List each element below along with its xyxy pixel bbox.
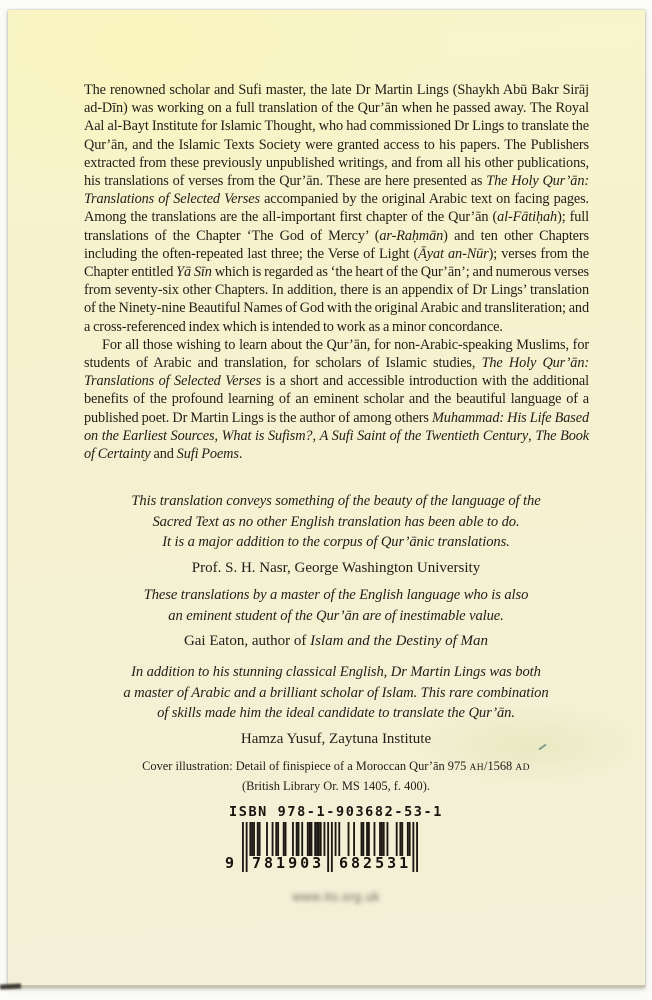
- barcode-digits-left: 781903: [252, 854, 325, 872]
- back-cover-blurb: [84, 81, 589, 463]
- quote-attribution: Hamza Yusuf, Zaytuna Institute: [240, 730, 432, 747]
- blurb-paragraph-2: For all those wishing to learn about the Qur’ān, for non-Arabic-speaking Muslims, for students of Arabic and translation, for scholars of Islamic studies, The Holy Qur’ān: Translations of Selected Verses is a short and accessible introduction with the additional benefits of the profound learning of an eminent scholar and the beautiful language of a published poet. Dr Martin Lings is the author of among others Muhammad: His Life Based on the Earliest Sources, What is Sufism?, A Sufi Saint of the Twentieth Century, The Book of Certainty and Sufi Poems.: [84, 336, 589, 463]
- cover-illustration-note: [82, 757, 590, 795]
- quote-attribution: Prof. S. H. Nasr, George Washington University: [191, 559, 481, 576]
- paper-speck: [233, 124, 237, 128]
- publisher-website-blurred: www.its.org.uk: [292, 890, 380, 904]
- barcode-digits-right: 682531: [339, 854, 412, 872]
- blurb-paragraph-1: The renowned scholar and Sufi master, the late Dr Martin Lings (Shaykh Abū Bakr Sirāj ad-Dīn) was working on a full translation of the Qur’ān when he passed away. The Royal Aal al-Bayt Institute for Islamic Thought, who had commissioned Dr Lings to translate the Qur’ān, and the Islamic Texts Society were granted access to his papers. The Publishers extracted from these previously unpublished writings, and from all his other publications, his translations of verses from the Qur’ān. These are here presented as The Holy Qur’ān: Translations of Selected Verses accompanied by the original Arabic text on facing pages. Among the translations are the all-important first chapter of the Qur’ān (al-Fātiḥah); full translations of the Chapter ‘The God of Mercy’ (ar-Raḥmān) and ten other Chapters including the often-repeated last three; the Verse of Light (Āyat an-Nūr); verses from the Chapter entitled Yā Sīn which is regarded as ‘the heart of the Qur’ān’; and numerous verses from seventy-six other Chapters. In addition, there is an appendix of Dr Lings’ translation of the Ninety-nine Beautiful Names of God with the original Arabic and transliteration; and a cross-referenced index which is intended to work as a minor concordance.: [84, 82, 589, 335]
- quote-attribution: Gai Eaton, author of Islam and the Destiny of Man: [183, 633, 489, 650]
- cover-illustration-line-2: (British Library Or. MS 1405, f. 400).: [242, 779, 430, 793]
- endorsement-quote-nasr: [82, 491, 590, 578]
- endorsement-quote-yusuf: [82, 662, 590, 749]
- quote-text: These translations by a master of the English language who is also an eminent student of the Qur’ān are of inestimable value.: [143, 587, 529, 624]
- edge-speck: [0, 983, 21, 989]
- book-back-cover: [8, 10, 645, 987]
- barcode-digit-first: 9: [225, 854, 238, 872]
- endorsement-quote-eaton: [82, 585, 590, 652]
- ean13-barcode: [225, 822, 418, 896]
- cover-illustration-line-1: Cover illustration: Detail of finispiece of a Moroccan Qur’ān 975 AH/1568 AD: [142, 759, 530, 773]
- quote-text: This translation conveys something of the beauty of the language of the Sacred Text as no other English translation has been able to do. It is a major addition to the corpus of Qur’ānic translations.: [131, 493, 541, 551]
- quote-text: In addition to his stunning classical English, Dr Martin Lings was both a master of Arabic and a brilliant scholar of Islam. This rare combination of skills made him the ideal candidate to translate the Qur’ān.: [123, 664, 549, 722]
- isbn-number: ISBN 978-1-903682-53-1: [228, 804, 443, 820]
